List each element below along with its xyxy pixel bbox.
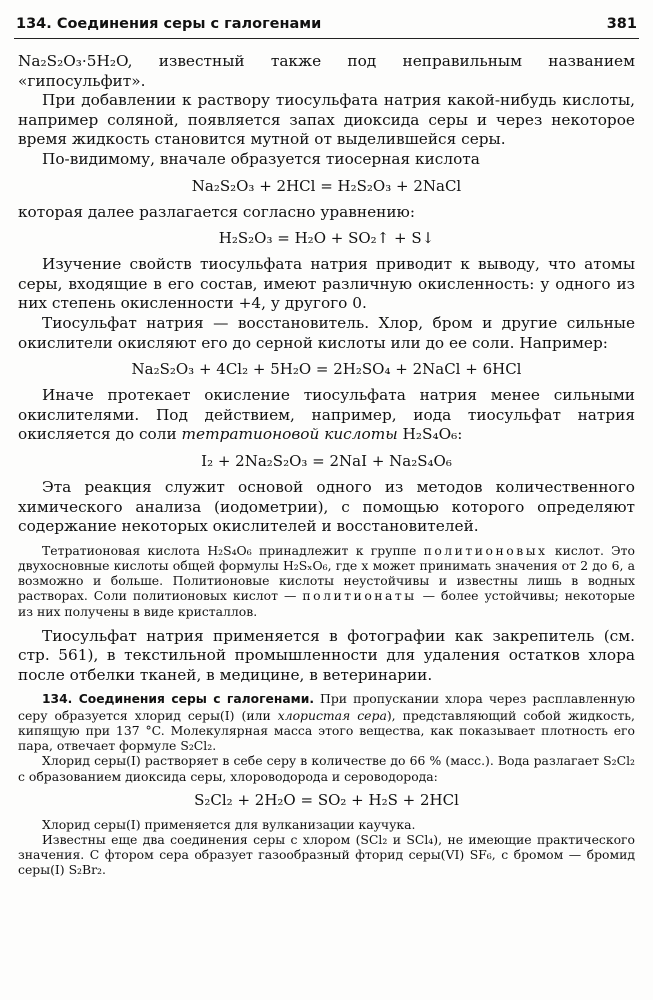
formula-sodium-thiosulfate-hydrate: Na₂S₂O₃·5H₂O, xyxy=(18,52,133,70)
equation-3: Na₂S₂O₃ + 4Cl₂ + 5H₂O = 2H₂SO₄ + 2NaCl + 6HCl xyxy=(131,360,522,379)
term-polythionates: политионаты xyxy=(302,588,417,604)
paragraph-sulfur-chloride-properties: Хлорид серы(I) растворяет в себе серу в количестве до 66 % (масс.). Вода разлагает S₂Cl₂ с образованием диоксида серы, хлороводорода и сероводорода: xyxy=(18,753,635,784)
section-text: ), представляющий собой жидкость, кипящую при 137 °C. Молекулярная масса этого вещества, как показывает плотность его пара, отвечает формуле S₂Cl₂. xyxy=(18,707,635,754)
paragraph-acid-addition: При добавлении к раствору тиосульфата натрия какой-нибудь кислоты, например соляной, появляется запах диоксида серы и через некоторое время жидкость становится мутной от выделившейся серы. xyxy=(18,91,635,149)
note-polythionic-acids xyxy=(18,543,635,619)
paragraph-iodometry: Эта реакция служит основой одного из методов количественного химического анализа (иодометрии), с помощью которого определяют содержание некоторых окислителей и восстановителей. xyxy=(18,477,635,536)
section-heading: 134. Соединения серы с галогенами. xyxy=(42,692,315,707)
section-134 xyxy=(18,691,635,753)
paragraph-text: H₂S₄O₆: xyxy=(397,425,463,444)
note-text: — более устойчивы; некоторые из них получены в виде кристаллов. xyxy=(18,588,636,619)
paragraph-reducing-agent: Тиосульфат натрия — восстановитель. Хлор, бром и другие сильные окислители окисляют его до серной кислоты или до ее соли. Например: xyxy=(18,313,635,352)
note-text: Тетратионовая кислота H₂S₄O₆ принадлежит к группе xyxy=(42,542,424,558)
paragraph-other-halides: Известны еще два соединения серы с хлором (SCl₂ и SCl₄), не имеющие практического значения. С фтором сера образует газообразный фторид серы(VI) SF₆, с бромом — бромид серы(I) S₂Br₂. xyxy=(18,831,635,878)
equation-4: I₂ + 2Na₂S₂O₃ = 2NaI + Na₂S₄O₆ xyxy=(201,451,452,470)
term-sulfur-chloride: хлористая сера xyxy=(277,707,387,723)
paragraph-text: известный также под неправильным названием «гипосульфит». xyxy=(18,52,635,90)
paragraph-iodine-oxidation xyxy=(18,386,635,445)
page-number: 381 xyxy=(606,16,637,32)
equation-1: Na₂S₂O₃ + 2HCl = H₂S₂O₃ + 2NaCl xyxy=(191,176,462,195)
term-tetrathionic-acid: тетратионовой кислоты xyxy=(181,425,398,444)
page-body xyxy=(18,52,635,878)
paragraph-oxidation-states: Изучение свойств тиосульфата натрия приводит к выводу, что атомы серы, входящие в его состав, имеют различную окисленность: у одного из них степень окисленности +4, у другого 0. xyxy=(18,255,635,313)
equation-2: H₂S₂O₃ = H₂O + SO₂↑ + S↓ xyxy=(218,229,435,248)
equation-5: S₂Cl₂ + 2H₂O = SO₂ + H₂S + 2HCl xyxy=(194,790,459,809)
paragraph-decomposition: которая далее разлагается согласно уравнению: xyxy=(18,202,416,221)
term-polythionic: политионовых xyxy=(423,542,548,558)
paragraph-text: Иначе протекает окисление тиосульфата натрия менее сильными окислителями. Под действием, например, иода тиосульфат натрия окисляется до соли xyxy=(18,386,635,444)
paragraph-vulcanization: Хлорид серы(I) применяется для вулканизации каучука. xyxy=(42,816,416,832)
note-text: кислот. Это двухосновные кислоты общей формулы H₂SₓO₆, где x может принимать значения от 2 до 6, а возможно и больше. Политионовые кислоты неустойчивы и известны лишь в водных растворах. Соли политионовых кислот — xyxy=(18,542,635,604)
paragraph-hyposulfite xyxy=(18,52,635,91)
section-text: При пропускании хлора через расплавленную серу образуется хлорид серы(I) (или xyxy=(18,691,636,723)
running-header-title: 134. Соединения серы с галогенами xyxy=(16,16,322,32)
paragraph-thiosulfuric-acid: По-видимому, вначале образуется тиосерная кислота xyxy=(42,149,480,168)
running-header xyxy=(14,14,639,39)
paragraph-applications: Тиосульфат натрия применяется в фотографии как закрепитель (см. стр. 561), в текстильной промышленности для удаления остатков хлора после отбелки тканей, в медицине, в ветеринарии. xyxy=(18,626,635,684)
